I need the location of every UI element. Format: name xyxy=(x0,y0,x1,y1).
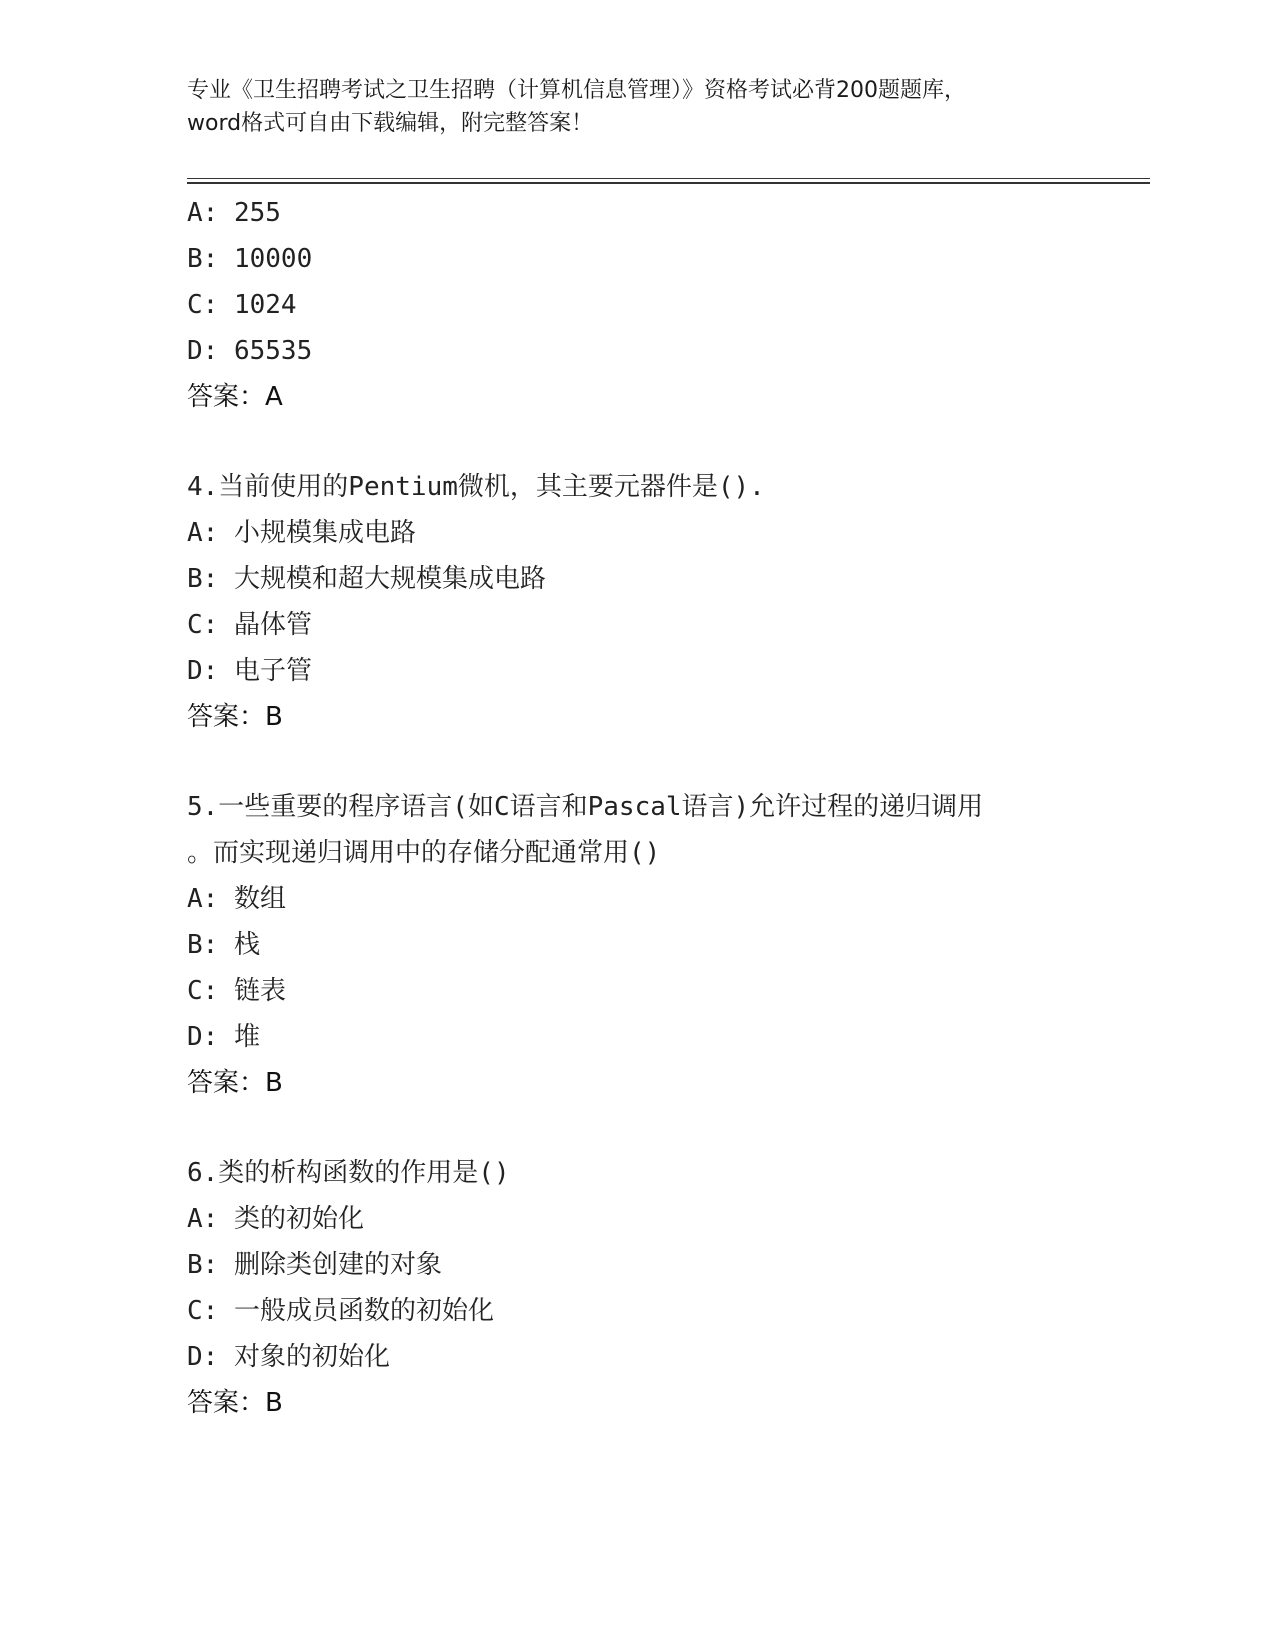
answer: 答案：B xyxy=(187,1388,283,1418)
document-header xyxy=(187,74,1107,140)
question-text-line-1: 5.一些重要的程序语言(如C语言和Pascal语言)允许过程的递归调用 xyxy=(187,792,984,822)
option-a: A: 类的初始化 xyxy=(187,1204,364,1234)
spacer xyxy=(187,740,1087,784)
option-c: C: 晶体管 xyxy=(187,610,312,640)
option-c: C: 一般成员函数的初始化 xyxy=(187,1296,494,1326)
header-divider-thick xyxy=(187,182,1150,184)
option-c: C: 1024 xyxy=(187,290,297,320)
spacer xyxy=(187,1106,1087,1150)
question-text: 6.类的析构函数的作用是() xyxy=(187,1158,510,1188)
question-6 xyxy=(187,1150,1087,1426)
option-b: B: 10000 xyxy=(187,244,313,274)
question-5 xyxy=(187,784,1087,1106)
option-b: B: 大规模和超大规模集成电路 xyxy=(187,564,546,594)
question-list xyxy=(187,190,1087,1426)
question-4 xyxy=(187,464,1087,740)
answer: 答案：B xyxy=(187,1068,283,1098)
header-line-2: word格式可自由下载编辑，附完整答案！ xyxy=(187,111,594,136)
question-text: 4.当前使用的Pentium微机，其主要元器件是(). xyxy=(187,472,765,502)
option-a: A: 数组 xyxy=(187,884,286,914)
option-b: B: 删除类创建的对象 xyxy=(187,1250,442,1280)
option-c: C: 链表 xyxy=(187,976,286,1006)
option-a: A: 小规模集成电路 xyxy=(187,518,416,548)
option-d: D: 65535 xyxy=(187,336,313,366)
answer: 答案：B xyxy=(187,702,283,732)
option-b: B: 栈 xyxy=(187,930,260,960)
option-d: D: 对象的初始化 xyxy=(187,1342,390,1372)
header-divider-thin xyxy=(187,178,1150,179)
answer: 答案：A xyxy=(187,382,283,412)
option-a: A: 255 xyxy=(187,198,281,228)
option-d: D: 堆 xyxy=(187,1022,260,1052)
question-3 xyxy=(187,190,1087,420)
option-d: D: 电子管 xyxy=(187,656,312,686)
question-text-line-2: 。而实现递归调用中的存储分配通常用() xyxy=(187,838,661,868)
header-line-1: 专业《卫生招聘考试之卫生招聘（计算机信息管理）》资格考试必背200题题库， xyxy=(187,78,966,103)
spacer xyxy=(187,420,1087,464)
